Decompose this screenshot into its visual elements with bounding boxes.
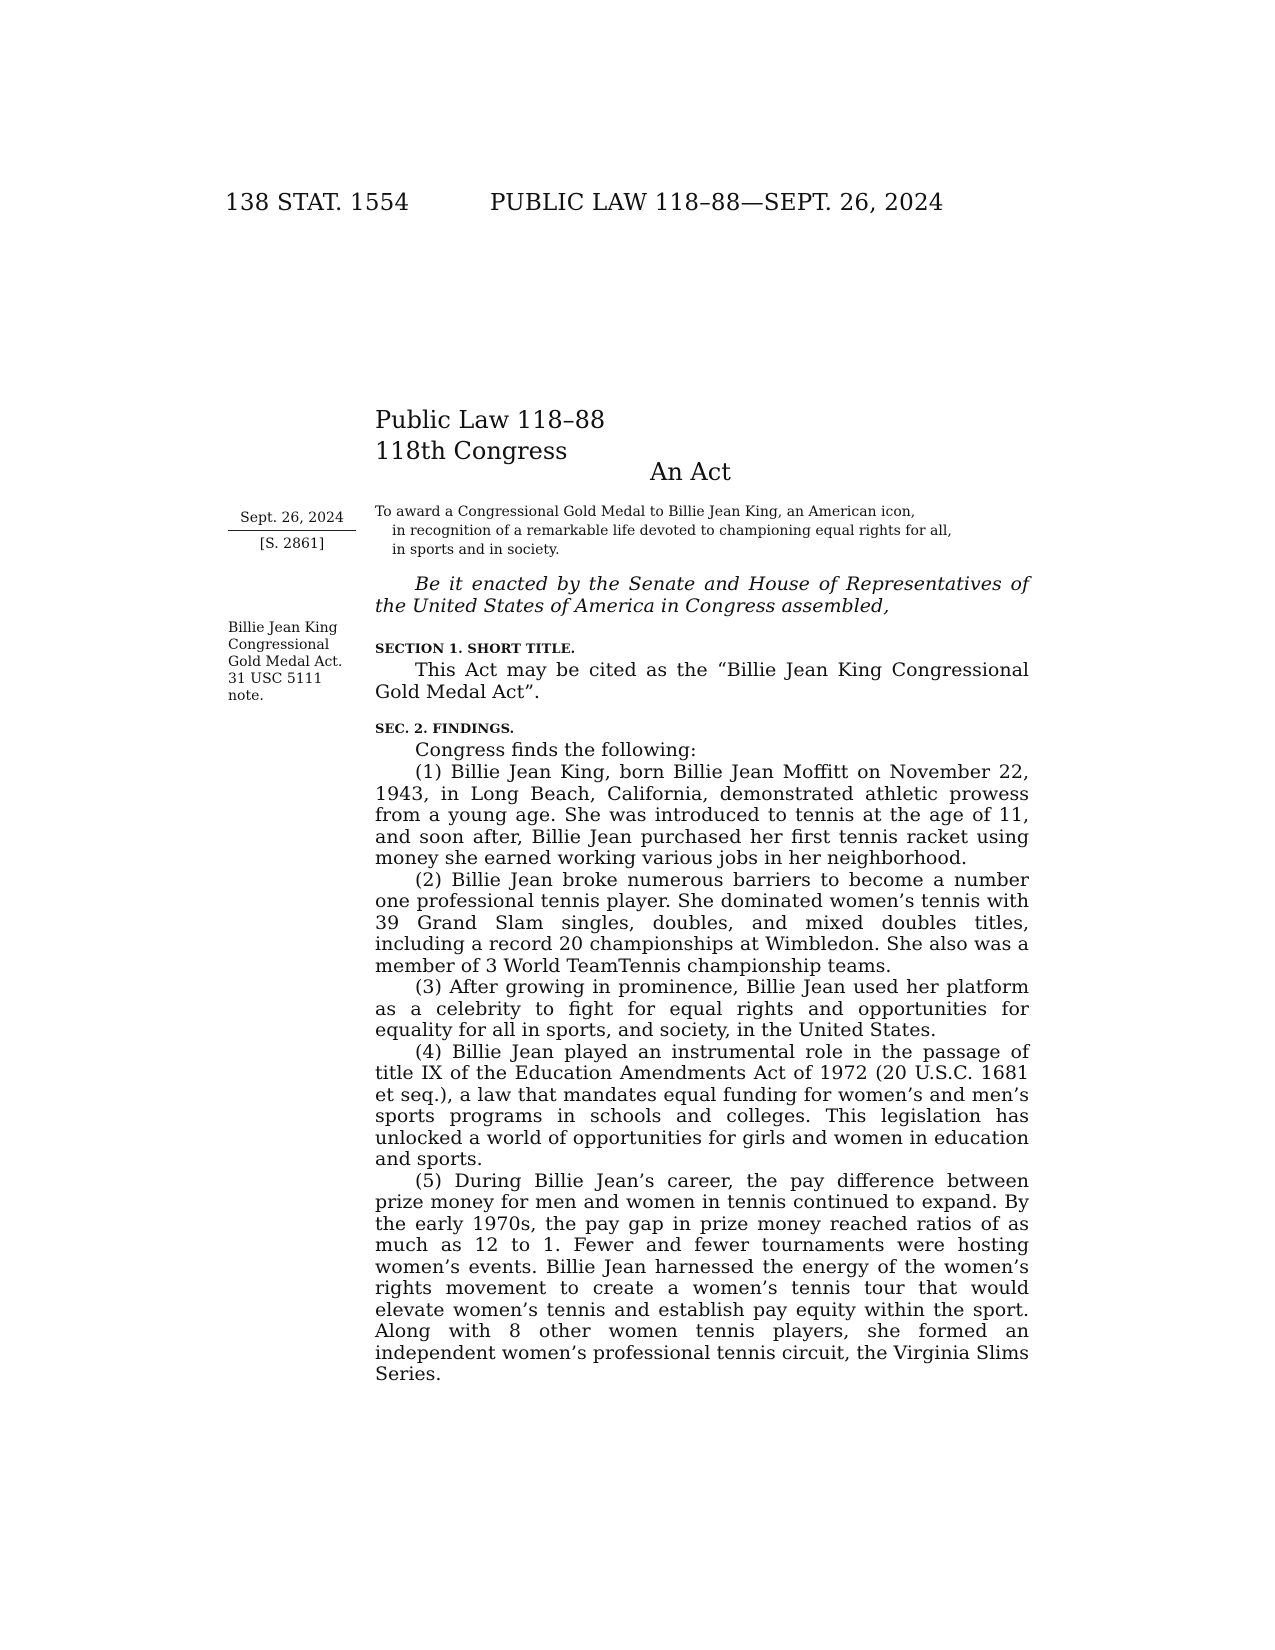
margin-note-line: Congressional: [228, 637, 330, 653]
enacting-clause: Be it enacted by the Senate and House of Representatives of the United States of America in Congress assembled,: [375, 573, 1029, 617]
finding-item: (4) Billie Jean played an instrumental role in the passage of title IX of the Education Amendments Act of 1972 (20 U.S.C. 1681 et seq.), a law that mandates equal funding for women’s and men’s sports programs in schools and colleges. This legislation has unlocked a world of opportunities for girls and women in education and sports.: [375, 1040, 1029, 1170]
margin-date: Sept. 26, 2024: [228, 510, 356, 531]
section-2-heading: SEC. 2. FINDINGS.: [375, 722, 515, 737]
long-title-line: in recognition of a remarkable life devoted to championing equal rights for all,: [392, 523, 952, 539]
findings-intro: Congress finds the following:: [415, 739, 697, 761]
long-title-line: To award a Congressional Gold Medal to Billie Jean King, an American icon,: [375, 504, 916, 520]
act-heading: An Act: [650, 458, 731, 486]
public-law-number: Public Law 118–88: [375, 406, 606, 434]
long-title-line: in sports and in society.: [392, 542, 560, 558]
section-1-text: This Act may be cited as the “Billie Jean King Congressional Gold Medal Act”.: [375, 659, 1029, 703]
law-title-block: [375, 405, 605, 467]
finding-item: (3) After growing in prominence, Billie Jean used her platform as a celebrity to fight for equal rights and opportunities for equality for all in sports, and society, in the United States.: [375, 976, 1029, 1041]
section-1-heading: SECTION 1. SHORT TITLE.: [375, 642, 576, 657]
findings-list: [375, 762, 1029, 1386]
long-title: [375, 503, 1029, 560]
margin-note-line: Billie Jean King: [228, 620, 338, 636]
margin-note-line: Gold Medal Act.: [228, 654, 343, 670]
stat-page-reference: 138 STAT. 1554: [225, 190, 410, 216]
finding-item: (1) Billie Jean King, born Billie Jean Moffitt on November 22, 1943, in Long Beach, California, demonstrated athletic prowess from a young age. She was introduced to tennis at the age of 11, and soon after, Billie Jean purchased her first tennis racket using money she earned working various jobs in her neighborhood.: [375, 761, 1029, 869]
congress-number: 118th Congress: [375, 437, 568, 465]
finding-item: (5) During Billie Jean’s career, the pay difference between prize money for men and women in tennis continued to expand. By the early 1970s, the pay gap in prize money reached ratios of as much as 12 to 1. Fewer and fewer tournaments were hosting women’s events. Billie Jean harnessed the energy of the women’s rights movement to create a women’s tennis tour that would elevate women’s tennis and establish pay equity within the sport. Along with 8 other women tennis players, she formed an independent women’s professional tennis circuit, the Virginia Slims Series.: [375, 1169, 1029, 1385]
margin-note-line: 31 USC 5111: [228, 671, 323, 687]
finding-item: (2) Billie Jean broke numerous barriers to become a number one professional tennis player. She dominated women’s tennis with 39 Grand Slam singles, doubles, and mixed doubles titles, including a record 20 championships at Wimbledon. She also was a member of 3 World TeamTennis championship teams.: [375, 868, 1029, 977]
margin-note: [228, 620, 356, 705]
margin-bill-number: [S. 2861]: [259, 536, 325, 552]
margin-note-line: note.: [228, 688, 264, 704]
running-head: PUBLIC LAW 118–88—SEPT. 26, 2024: [490, 190, 944, 216]
